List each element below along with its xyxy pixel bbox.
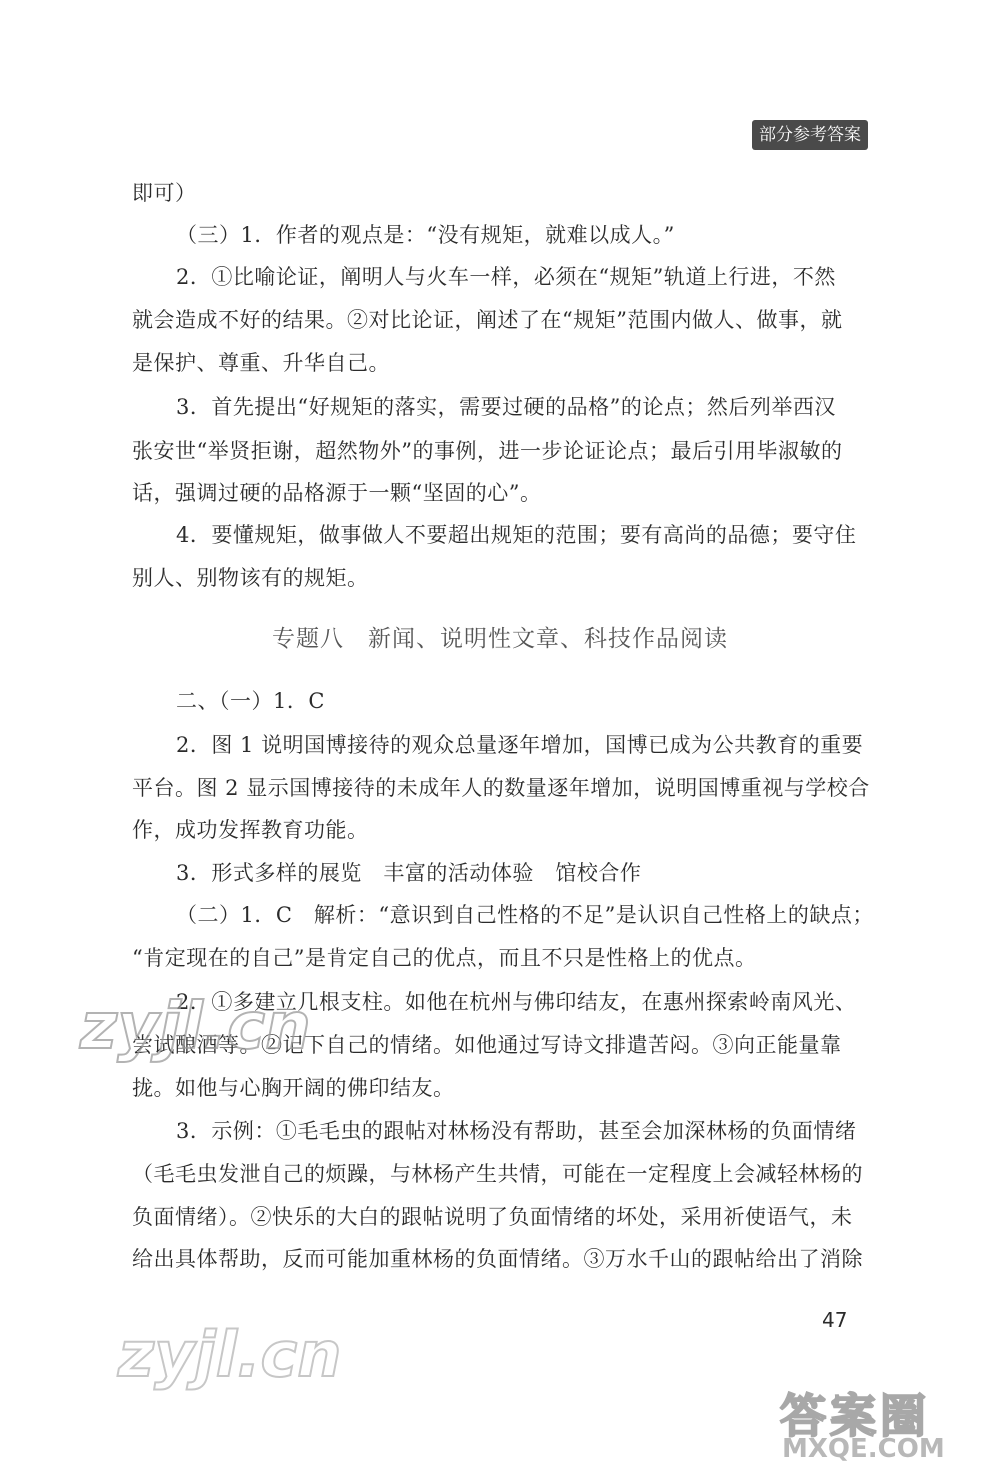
watermark-logo-text: 答案圈 [780,1389,930,1443]
watermark-logo-url: MXQE.COM [782,1434,945,1464]
text-line: 平台。图 2 显示国博接待的未成年人的数量逐年增加，说明国博重视与学校合 [132,776,870,800]
text-line: 3．形式多样的展览 丰富的活动体验 馆校合作 [176,861,642,885]
text-line: 2．①比喻论证，阐明人与火车一样，必须在“规矩”轨道上行进，不然 [176,265,836,289]
text-line: 负面情绪）。②快乐的大白的跟帖说明了负面情绪的坏处，采用祈使语气，未 [132,1205,853,1229]
text-line: 张安世“举贤拒谢，超然物外”的事例，进一步论证论点；最后引用毕淑敏的 [132,439,843,463]
watermark: zyjl.cn [118,1318,342,1391]
text-line: （二）1．C 解析：“意识到自己性格的不足”是认识自己性格上的缺点； [176,903,874,927]
text-line: 话，强调过硬的品格源于一颗“坚固的心”。 [132,481,542,505]
text-line: 作，成功发挥教育功能。 [132,818,369,842]
text-line: 3．首先提出“好规矩的落实，需要过硬的品格”的论点；然后列举西汉 [176,395,836,419]
section-title: 专题八 新闻、说明性文章、科技作品阅读 [272,626,728,652]
text-line: 别人、别物该有的规矩。 [132,566,369,590]
text-line: 即可） [132,181,197,205]
text-line: 尝试酿酒等。②记下自己的情绪。如他通过写诗文排遣苦闷。③向正能量靠 [132,1033,842,1057]
text-line: 2．①多建立几根支柱。如他在杭州与佛印结友，在惠州探索岭南风光、 [176,990,857,1014]
text-line: 4．要懂规矩，做事做人不要超出规矩的范围；要有高尚的品德；要守住 [176,523,857,547]
page-number: 47 [822,1308,848,1332]
text-line: 给出具体帮助，反而可能加重林杨的负面情绪。③万水千山的跟帖给出了消除 [132,1247,863,1271]
text-line: （三）1．作者的观点是：“没有规矩，就难以成人。” [176,223,675,247]
text-line: 二、（一）1．C [176,689,325,713]
watermark: zyjl.cn [80,990,311,1064]
section-tab: 部分参考答案 [752,120,868,150]
text-line: （毛毛虫发泄自己的烦躁，与林杨产生共情，可能在一定程度上会减轻林杨的 [132,1162,863,1186]
text-line: 拢。如他与心胸开阔的佛印结友。 [132,1076,455,1100]
text-line: 2．图 1 说明国博接待的观众总量逐年增加，国博已成为公共教育的重要 [176,733,864,757]
text-line: “肯定现在的自己”是肯定自己的优点，而且不只是性格上的优点。 [132,946,757,970]
text-line: 3．示例：①毛毛虫的跟帖对林杨没有帮助，甚至会加深林杨的负面情绪 [176,1119,857,1143]
text-line: 是保护、尊重、升华自己。 [132,351,390,375]
watermark-logo [780,1380,970,1466]
text-line: 就会造成不好的结果。②对比论证，阐述了在“规矩”范围内做人、做事，就 [132,308,843,332]
